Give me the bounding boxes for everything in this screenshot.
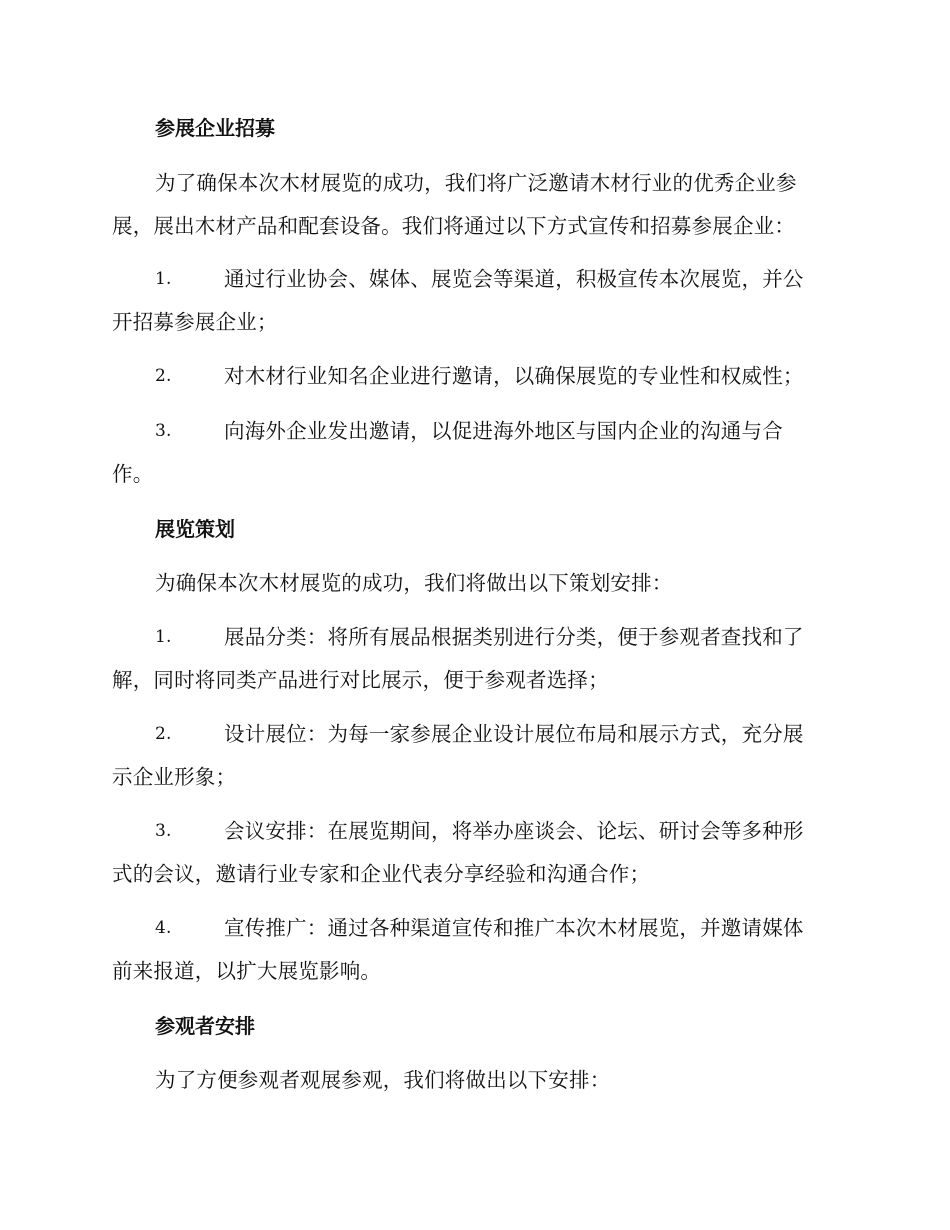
list-item-text: 展品分类：将所有展品根据类别进行分类，便于参观者查找和了 [224, 625, 804, 649]
list-item [112, 258, 834, 344]
section-heading-visitor-arrangements: 参观者安排 [155, 1014, 255, 1038]
list-item [112, 810, 834, 896]
section-intro-paragraph [112, 562, 834, 605]
list-item-text: 会议安排：在展览期间，将举办座谈会、论坛、研讨会等多种形 [224, 819, 804, 843]
paragraph-line: 为了确保本次木材展览的成功，我们将广泛邀请木材行业的优秀企业参 [155, 171, 797, 195]
list-number: 4. [155, 918, 172, 938]
section-intro-paragraph [112, 162, 834, 248]
paragraph-line: 为确保本次木材展览的成功，我们将做出以下策划安排： [155, 571, 673, 595]
list-number: 2. [155, 724, 172, 744]
list-item [112, 410, 834, 496]
list-item-continuation: 式的会议，邀请行业专家和企业代表分享经验和沟通合作； [112, 862, 651, 886]
section-heading-exhibitor-recruitment: 参展企业招募 [155, 116, 275, 140]
list-item-continuation: 开招募参展企业； [112, 310, 278, 334]
section-heading-exhibition-planning: 展览策划 [155, 517, 235, 541]
section-intro-paragraph [112, 1059, 834, 1102]
list-item [112, 907, 834, 993]
list-item-text: 对木材行业知名企业进行邀请，以确保展览的专业性和权威性； [224, 364, 804, 388]
list-item-text: 宣传推广：通过各种渠道宣传和推广本次木材展览，并邀请媒体 [224, 916, 804, 940]
list-number: 1. [155, 269, 172, 289]
list-number: 3. [155, 821, 172, 841]
list-item-continuation: 示企业形象； [112, 765, 237, 789]
paragraph-line: 为了方便参观者观展参观，我们将做出以下安排： [155, 1068, 611, 1092]
list-item [112, 616, 834, 702]
list-item-continuation: 前来报道，以扩大展览影响。 [112, 959, 382, 983]
list-item-continuation: 作。 [112, 462, 154, 486]
list-item-text: 设计展位：为每一家参展企业设计展位布局和展示方式，充分展 [224, 722, 804, 746]
list-item-text: 向海外企业发出邀请，以促进海外地区与国内企业的沟通与合 [224, 419, 783, 443]
list-number: 1. [155, 627, 172, 647]
list-item-continuation: 解，同时将同类产品进行对比展示，便于参观者选择； [112, 668, 609, 692]
list-item [112, 355, 834, 398]
paragraph-line: 展，展出木材产品和配套设备。我们将通过以下方式宣传和招募参展企业： [112, 214, 796, 238]
list-item [112, 713, 834, 799]
list-number: 3. [155, 421, 172, 441]
list-number: 2. [155, 366, 172, 386]
list-item-text: 通过行业协会、媒体、展览会等渠道，积极宣传本次展览，并公 [224, 267, 804, 291]
